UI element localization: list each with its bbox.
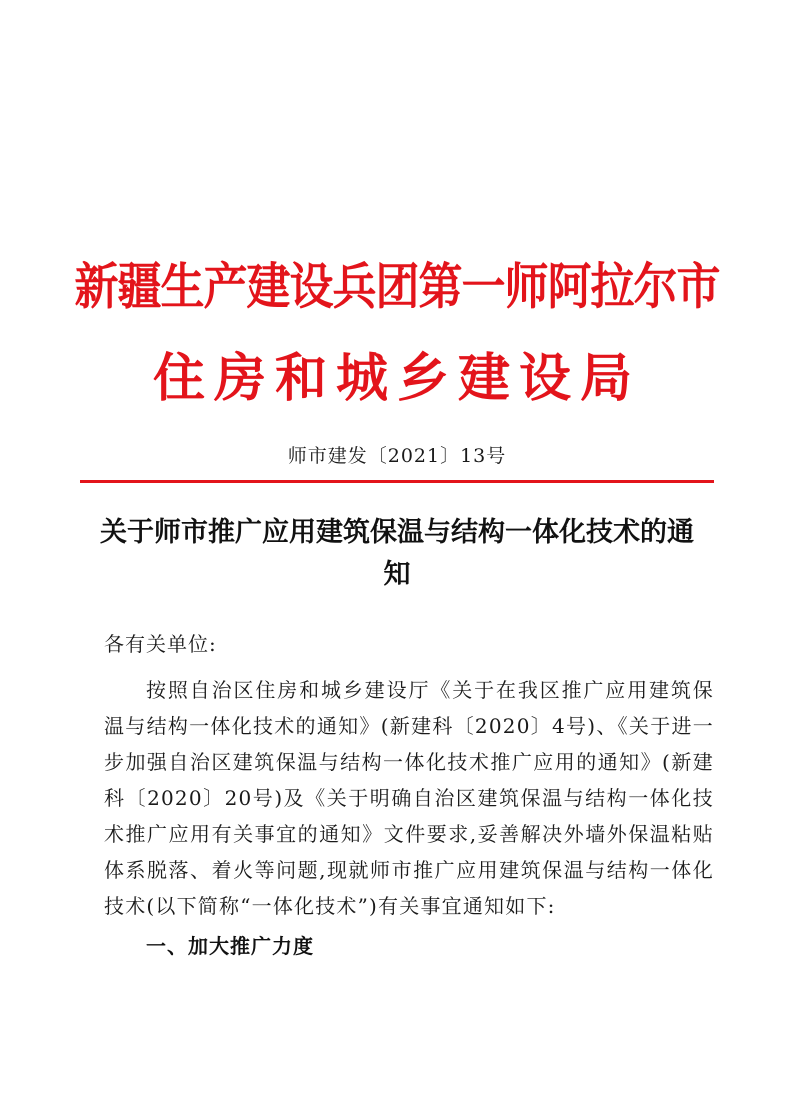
section-heading: 一、加大推广力度 bbox=[146, 934, 314, 958]
document-number: 师市建发〔2021〕13号 bbox=[287, 445, 507, 467]
letterhead-red-divider bbox=[80, 480, 714, 483]
letterhead-org-line2: 住房和城乡建设局 bbox=[152, 348, 641, 409]
letterhead-org-line1: 新疆生产建设兵团第一师阿拉尔市 bbox=[74, 258, 720, 316]
salutation: 各有关单位: bbox=[104, 632, 217, 656]
document-title: 关于师市推广应用建筑保温与结构一体化技术的通知 bbox=[100, 517, 694, 590]
body-paragraph: 按照自治区住房和城乡建设厅《关于在我区推广应用建筑保温与结构一体化技术的通知》(新建科〔2020〕4号)、《关于进一步加强自治区建筑保温与结构一体化技术推广应用的通知》(新建科〔2020〕20号)及《关于明确自治区建筑保温与结构一体化技术推广应用有关事宜的通知》文件要求,妥善解决外墙外保温粘贴体系脱落、着火等问题,现就师市推广应用建筑保温与结构一体化技术(以下简称“一体化技术”)有关事宜通知如下: bbox=[104, 678, 714, 918]
